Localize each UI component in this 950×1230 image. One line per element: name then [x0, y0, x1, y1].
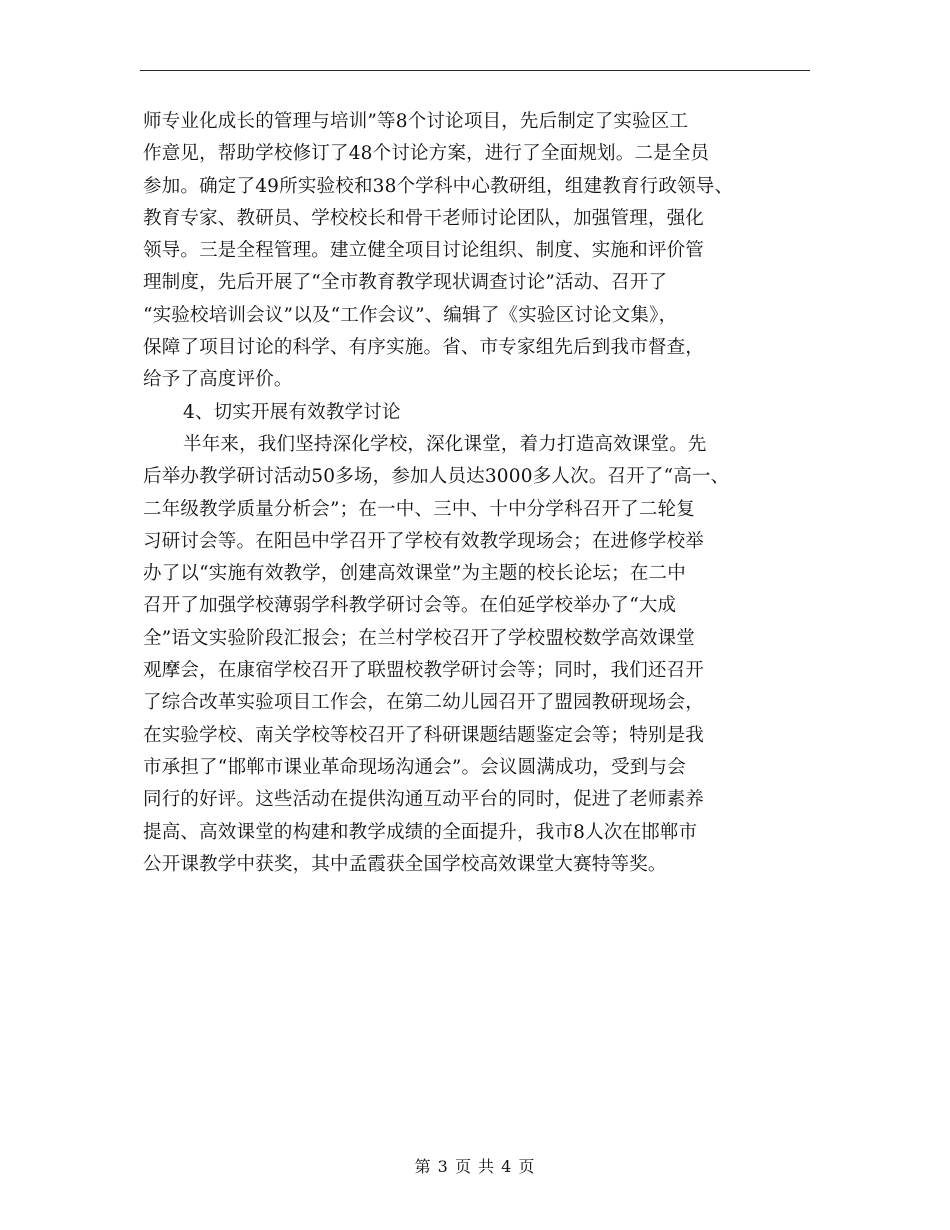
text-line: 同行的好评。这些活动在提供沟通互动平台的同时，促进了老师素养 [143, 789, 705, 811]
text-line: “实验校培训会议”以及“工作会议”、编辑了《实验区讨论文集》， [143, 304, 678, 326]
text-line: 在实验学校、南关学校等校召开了科研课题结题鉴定会等；特别是我 [143, 724, 705, 746]
text-line: 领导。三是全程管理。建立健全项目讨论组织、制度、实施和评价管 [143, 240, 705, 262]
text-line: 教育专家、教研员、学校校长和骨干老师讨论团队，加强管理，强化 [143, 207, 705, 229]
text-line: 全”语文实验阶段汇报会；在兰村学校召开了学校盟校数学高效课堂 [143, 627, 695, 649]
paragraph-first-line: 半年来，我们坚持深化学校，深化课堂，着力打造高效课堂。先 [183, 433, 707, 455]
section-heading: 4、切实开展有效教学讨论 [183, 401, 401, 423]
header-rule [140, 70, 810, 71]
text-line: 公开课教学中获奖，其中孟霞获全国学校高效课堂大赛特等奖。 [143, 853, 667, 875]
text-line: 观摩会，在康宿学校召开了联盟校教学研讨会等；同时，我们还召开 [143, 660, 705, 682]
text-line: 二年级教学质量分析会”；在一中、三中、十中分学科召开了二轮复 [143, 498, 695, 520]
text-line: 了综合改革实验项目工作会，在第二幼儿园召开了盟园教研现场会， [143, 692, 705, 714]
text-line: 给予了高度评价。 [143, 369, 293, 391]
text-line: 习研讨会等。在阳邑中学召开了学校有效教学现场会；在进修学校举 [143, 530, 705, 552]
text-line: 师专业化成长的管理与培训”等8个讨论项目，先后制定了实验区工 [143, 111, 689, 132]
text-line: 召开了加强学校薄弱学科教学研讨会等。在伯延学校举办了“大成 [143, 595, 677, 617]
text-line: 理制度，先后开展了“全市教育教学现状调查讨论”活动、召开了 [143, 272, 668, 294]
text-line: 办了以“实施有效教学，创建高效课堂”为主题的校长论坛；在二中 [143, 563, 686, 585]
body-text [143, 106, 833, 881]
text-line: 参加。确定了49所实验校和38个学科中心教研组，组建教育行政领导、 [143, 175, 734, 197]
page-number-footer: 第 3 页 共 4 页 [414, 1157, 536, 1176]
text-line: 市承担了“邯郸市课业革命现场沟通会”。会议圆满成功，受到与会 [143, 756, 686, 778]
text-line: 提高、高效课堂的构建和教学成绩的全面提升，我市8人次在邯郸市 [143, 821, 698, 843]
text-line: 保障了项目讨论的科学、有序实施。省、市专家组先后到我市督查， [143, 337, 705, 359]
text-line: 后举办教学研讨活动50多场，参加人员达3000多人次。召开了“高一、 [143, 466, 730, 488]
text-line: 作意见，帮助学校修订了48个讨论方案，进行了全面规划。二是全员 [143, 143, 710, 165]
